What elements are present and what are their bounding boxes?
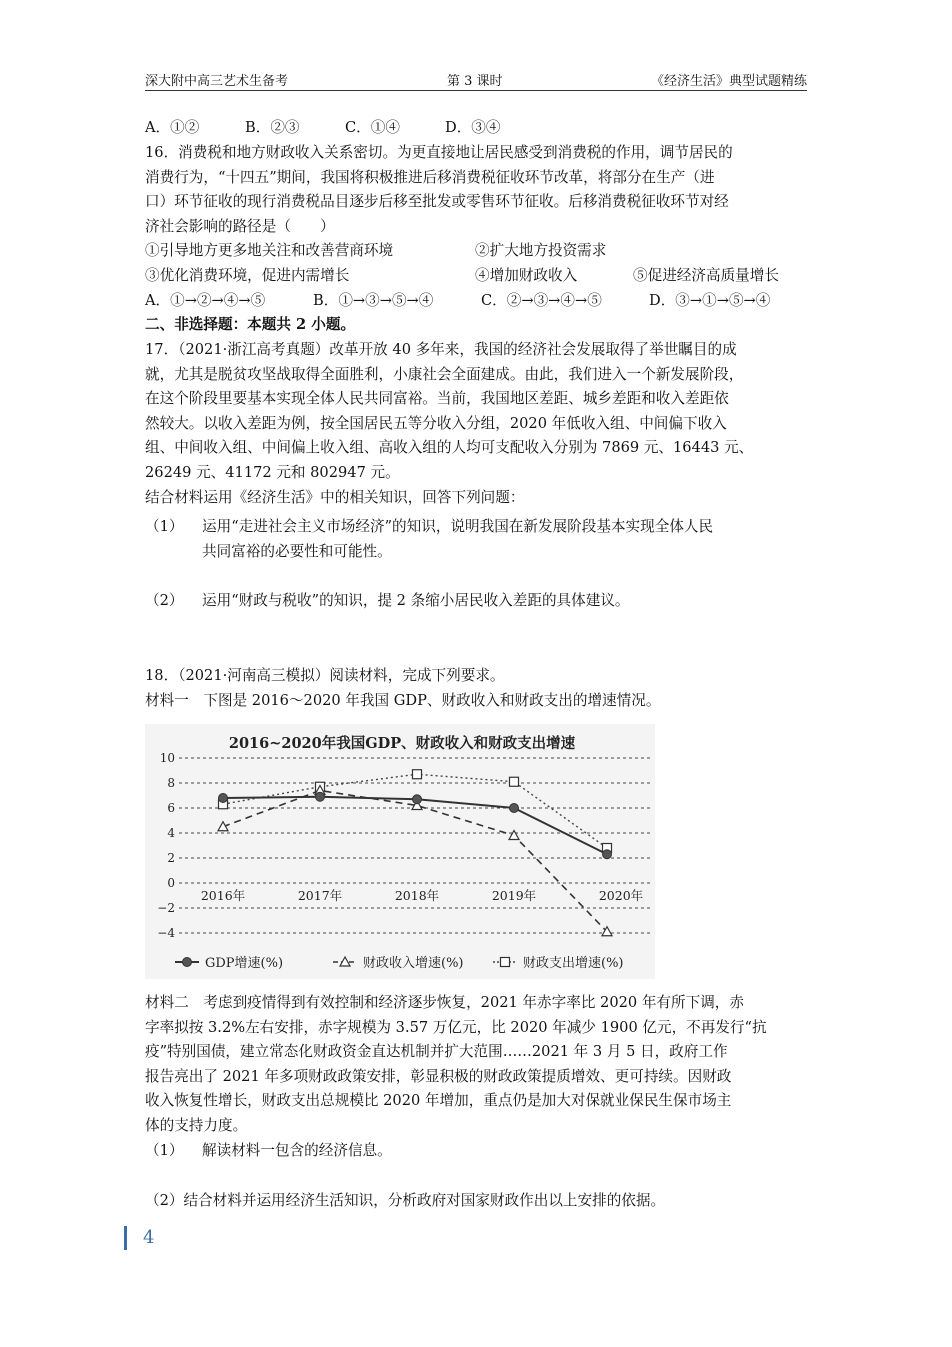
y-tick-label: 6 [167,801,175,815]
expenditure-point [413,770,422,779]
q16-line: 16．消费税和地方财政收入关系密切。为更直接地让居民感受到消费税的作用，调节居民的 [145,144,733,161]
q18-material2-line: 材料二 考虑到疫情得到有效控制和经济逐步恢复，2021 年赤字率比 2020 年有所下调，赤 [145,994,744,1011]
q16-item-2: ②扩大地方投资需求 [475,242,607,260]
question-18 [145,664,809,713]
q17-line: 然较大。以收入差距为例，按全国居民五等分收入分组，2020 年低收入组、中间偏下收入 [145,414,727,432]
question-16 [145,141,809,338]
q18-material2-line: 疫”特别国债，建立常态化财政资金直达机制并扩大范围……2021 年 3 月 5 日，政府工作 [145,1043,728,1061]
header-left: 深大附中高三艺术生备考 [145,74,289,89]
y-tick-label: −2 [157,901,175,915]
q17-sub1 [145,515,809,564]
q17-sub2-number: （2） [145,592,184,609]
y-tick-label: 2 [167,851,175,865]
header-right: 《经济生活》典型试题精练 [650,74,807,89]
q17-line: 结合材料运用《经济生活》中的相关知识，回答下列问题： [145,488,525,506]
q17-sub1-line: 共同富裕的必要性和可能性。 [202,542,392,560]
q15-options [145,116,809,141]
q15-option-b: B．②③ [245,119,300,136]
legend-gdp-marker [183,958,192,967]
q16-options [145,289,809,314]
q18-sub2 [145,1189,809,1214]
q16-item-3: ③优化消费环境，促进内需增长 [145,266,350,284]
q16-option-d: D．③→①→⑤→④ [649,291,771,309]
q17-line: 17．（2021·浙江高考真题）改革开放 40 多年来，我国的经济社会发展取得了举世瞩目的成 [145,341,737,358]
q17-line: 在这个阶段里要基本实现全体人民共同富裕。当前，我国地区差距、城乡差距和收入差距依 [145,390,729,408]
q18-material1: 材料一 下图是 2016～2020 年我国 GDP、财政收入和财政支出的增速情况。 [145,691,661,709]
q16-items-row2 [145,264,809,289]
page-header [145,68,807,91]
q18-material2 [145,991,809,1139]
header-center: 第 3 课时 [447,74,503,89]
q17-line: 就，尤其是脱贫攻坚战取得全面胜利，小康社会全面建成。由此，我们进入一个新发展阶段， [145,365,744,383]
gdp-point [603,850,612,859]
growth-chart [145,724,655,979]
y-tick-label: 4 [167,826,175,840]
q17-sub2 [145,589,809,614]
q16-item-4: ④增加财政收入 [475,266,578,284]
section-2-heading: 二、非选择题：本题共 2 小题。 [145,316,356,334]
question-17 [145,338,809,510]
legend-gdp-label: GDP增速(%) [205,956,284,971]
q18-material2-line: 报告亮出了 2021 年多项财政政策安排，彰显积极的财政政策提质增效、更可持续。因财政 [145,1067,732,1085]
q16-items-row1 [145,239,809,264]
gdp-point [413,795,422,804]
q15-option-a: A．①② [145,119,200,136]
q16-line: 消费行为，“十四五”期间，我国将积极推进后移消费税征收环节改革，将部分在生产（进 [145,168,715,186]
q18-sub1-text: 解读材料一包含的经济信息。 [202,1142,392,1159]
x-tick-label: 2018年 [394,888,440,903]
legend-expenditure-label: 财政支出增速(%) [523,956,624,971]
x-tick-label: 2016年 [200,888,246,903]
y-tick-label: −4 [157,926,175,940]
chart-background [145,724,655,979]
q17-sub1-number: （1） [145,518,184,535]
x-tick-label: 2017年 [297,888,343,903]
y-tick-label: 10 [159,751,175,765]
q18-intro: 18．（2021·河南高三模拟）阅读材料，完成下列要求。 [145,667,505,684]
q17-line: 26249 元、41172 元和 802947 元。 [145,463,400,481]
q17-sub2-text: 运用“财政与税收”的知识，提 2 条缩小居民收入差距的具体建议。 [202,592,630,609]
q16-item-5: ⑤促进经济高质量增长 [633,266,779,284]
gdp-point [510,804,519,813]
q18-material2-line: 字率拟按 3.2%左右安排，赤字规模为 3.57 万亿元，比 2020 年减少 1900 亿元，不再发行“抗 [145,1018,767,1036]
gdp-point [316,792,325,801]
x-tick-label: 2019年 [491,888,537,903]
q18-material2-line: 收入恢复性增长，财政支出总规模比 2020 年增加，重点仍是加大对保就业保民生保市场主 [145,1092,732,1110]
q16-option-a: A．①→②→④→⑤ [145,291,266,309]
gdp-point [219,794,228,803]
q18-material2-line: 体的支持力度。 [145,1116,248,1134]
q18-sub2-text: （2）结合材料并运用经济生活知识，分析政府对国家财政作出以上安排的依据。 [145,1192,666,1209]
q15-option-d: D．③④ [445,119,501,136]
q16-option-b: B．①→③→⑤→④ [313,291,434,309]
q18-sub1 [145,1139,809,1164]
growth-chart-svg [145,724,655,979]
q16-item-1: ①引导地方更多地关注和改善营商环境 [145,242,394,260]
q15-option-c: C．①④ [345,119,400,136]
x-tick-label: 2020年 [598,888,644,903]
chart-title: 2016~2020年我国GDP、财政收入和财政支出增速 [228,735,576,752]
y-tick-label: 8 [167,776,175,790]
y-tick-label: 0 [167,876,175,890]
q16-option-c: C．②→③→④→⑤ [481,291,602,309]
q18-sub1-number: （1） [145,1142,184,1159]
q17-line: 组、中间收入组、中间偏上收入组、高收入组的人均可支配收入分别为 7869 元、16443 元、 [145,439,754,457]
q17-sub1-line: 运用“走进社会主义市场经济”的知识，说明我国在新发展阶段基本实现全体人民 [202,518,714,535]
legend-expenditure-marker [501,958,510,967]
page-number: 4 [124,1226,154,1250]
q16-line: 济社会影响的路径是（ ） [145,217,335,235]
expenditure-point [510,777,519,786]
q16-line: 口）环节征收的现行消费税品目逐步后移至批发或零售环节征收。后移消费税征收环节对经 [145,193,729,211]
legend-revenue-label: 财政收入增速(%) [363,956,464,971]
